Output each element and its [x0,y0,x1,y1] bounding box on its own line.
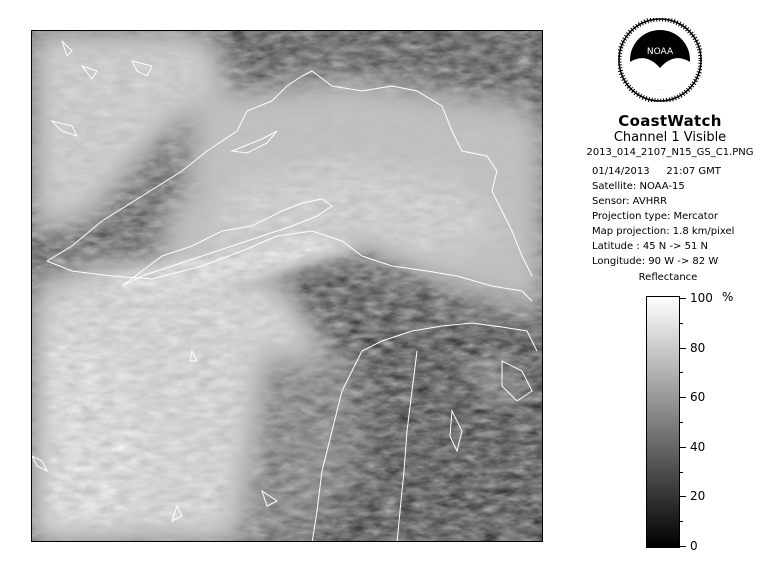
colorbar-tick-label: 20 [690,489,706,504]
colorbar-tick-mark [680,298,686,299]
datetime-line [592,164,734,179]
colorbar-minor-tick [680,422,683,423]
colorbar-tick-label: 0 [690,539,698,553]
satellite-image [31,30,543,542]
app-title: CoastWatch [618,112,722,130]
colorbar-tick-mark [680,397,686,398]
colorbar-tick-label: 80 [690,340,706,355]
satellite-line: Satellite: NOAA-15 [592,181,685,192]
colorbar-tick-mark [680,447,686,448]
noaa-logo [618,18,702,102]
date-value: 01/14/2013 [592,166,650,177]
channel-label: Channel 1 Visible [613,130,727,145]
colorbar-unit: % [722,290,734,304]
map-projection-line: Map projection: 1.8 km/pixel [592,226,735,237]
colorbar-tick-mark [680,348,686,349]
colorbar-minor-tick [680,521,683,522]
colorbar-tick-label: 60 [690,390,706,405]
colorbar-label: Reflectance [638,272,698,283]
colorbar-minor-tick [680,472,683,473]
colorbar-tick-label: 100 [690,291,713,305]
logo-text: NOAA [646,47,674,57]
colorbar-minor-tick [680,372,683,373]
colorbar-tick-label: 40 [690,439,706,454]
colorbar-minor-tick [680,323,683,324]
metadata-block [592,164,734,269]
colorbar-tick-mark [680,496,686,497]
colorbar-tick-mark [680,546,686,547]
noaa-seagull-logo-icon [618,18,702,102]
longitude-line: Longitude: 90 W -> 82 W [592,256,719,267]
filename-label: 2013_014_2107_N15_GS_C1.PNG [586,147,754,158]
time-value: 21:07 GMT [666,166,721,177]
projection-type-line: Projection type: Mercator [592,211,718,222]
latitude-line: Latitude : 45 N -> 51 N [592,241,708,252]
colorbar [646,296,680,548]
sensor-line: Sensor: AVHRR [592,196,668,207]
satellite-image-svg [32,31,543,542]
